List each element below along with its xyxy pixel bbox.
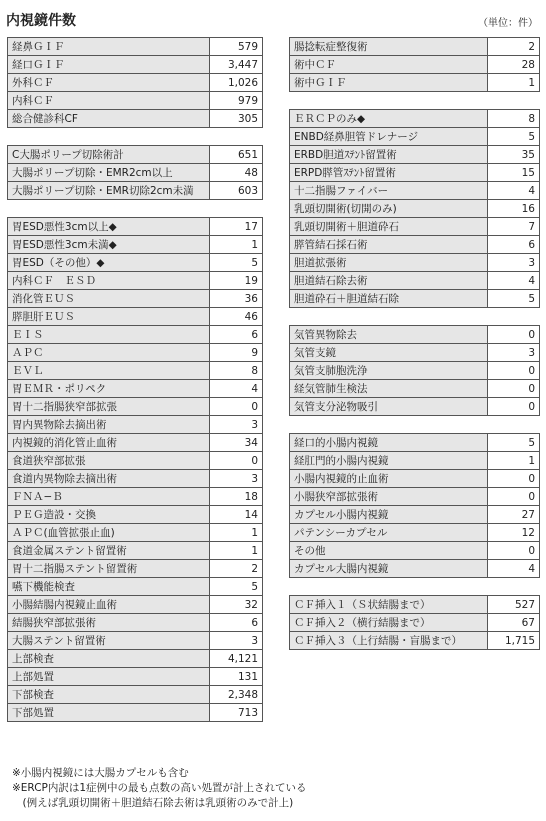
procedure-label: 胃内異物除去摘出術 <box>8 416 210 434</box>
procedure-count: 32 <box>210 596 263 614</box>
table-row <box>8 686 263 704</box>
procedure-count: 1 <box>488 452 540 470</box>
table-row <box>8 506 263 524</box>
table-row <box>8 524 263 542</box>
procedure-count: 6 <box>210 614 263 632</box>
procedure-count: 0 <box>488 470 540 488</box>
table-row <box>8 362 263 380</box>
procedure-label: ＣＦ挿入１（Ｓ状結腸まで） <box>290 596 488 614</box>
procedure-count: 4 <box>488 272 540 290</box>
procedure-count: 2,348 <box>210 686 263 704</box>
procedure-count: 4 <box>488 182 540 200</box>
table-row <box>8 326 263 344</box>
procedure-label: 消化管ＥＵＳ <box>8 290 210 308</box>
procedure-label: 小腸結腸内視鏡止血術 <box>8 596 210 614</box>
procedure-label: 術中ＧＩＦ <box>290 74 488 92</box>
table-row <box>8 290 263 308</box>
procedure-count: 0 <box>488 488 540 506</box>
table-row <box>290 488 540 506</box>
procedure-label: 膵胆肝ＥＵＳ <box>8 308 210 326</box>
table-row <box>290 146 540 164</box>
spacer-row <box>290 578 540 596</box>
procedure-count: 67 <box>488 614 540 632</box>
procedure-label: ＣＦ挿入３（上行結腸・盲腸まで） <box>290 632 488 650</box>
procedure-count: 0 <box>488 380 540 398</box>
procedure-label: 膵管結石採石術 <box>290 236 488 254</box>
procedure-count: 979 <box>210 92 263 110</box>
procedure-count: 36 <box>210 290 263 308</box>
procedure-count: 1 <box>210 542 263 560</box>
table-row <box>8 560 263 578</box>
table-row <box>8 272 263 290</box>
procedure-count: 603 <box>210 182 263 200</box>
table-row <box>290 470 540 488</box>
procedure-label: 術中ＣＦ <box>290 56 488 74</box>
procedure-label: 結腸狭窄部拡張術 <box>8 614 210 632</box>
right-table <box>289 37 540 650</box>
procedure-label: 胃ESD（その他）◆ <box>8 254 210 272</box>
footnote: ※小腸内視鏡には大腸カプセルも含む <box>12 767 189 779</box>
spacer-cell <box>8 200 263 218</box>
table-row <box>8 164 263 182</box>
table-row <box>8 146 263 164</box>
table-row <box>290 236 540 254</box>
procedure-count: 0 <box>488 362 540 380</box>
procedure-label: 食道金属ステント留置術 <box>8 542 210 560</box>
table-row <box>290 182 540 200</box>
table-row <box>8 218 263 236</box>
table-row <box>8 632 263 650</box>
table-row <box>8 92 263 110</box>
table-row <box>8 434 263 452</box>
procedure-count: 48 <box>210 164 263 182</box>
page-title: 内視鏡件数 <box>6 13 76 29</box>
procedure-label: ERPD膵管ｽﾃﾝﾄ留置術 <box>290 164 488 182</box>
table-row <box>290 362 540 380</box>
table-row <box>8 182 263 200</box>
procedure-label: 経口的小腸内視鏡 <box>290 434 488 452</box>
procedure-count: 14 <box>210 506 263 524</box>
procedure-label: 大腸ポリープ切除・EMR切除2cm未満 <box>8 182 210 200</box>
procedure-count: 2 <box>488 38 540 56</box>
procedure-label: 上部検査 <box>8 650 210 668</box>
table-row <box>290 398 540 416</box>
table-row <box>290 200 540 218</box>
procedure-label: 大腸ポリープ切除・EMR2cm以上 <box>8 164 210 182</box>
procedure-count: 4,121 <box>210 650 263 668</box>
procedure-count: 18 <box>210 488 263 506</box>
procedure-label: 下部処置 <box>8 704 210 722</box>
table-row <box>8 110 263 128</box>
procedure-count: 28 <box>488 56 540 74</box>
procedure-count: 713 <box>210 704 263 722</box>
table-row <box>290 596 540 614</box>
table-row <box>290 218 540 236</box>
procedure-label: 小腸狭窄部拡張術 <box>290 488 488 506</box>
left-table <box>7 37 263 722</box>
procedure-label: 経口ＧＩＦ <box>8 56 210 74</box>
procedure-count: 5 <box>210 254 263 272</box>
procedure-label: 小腸内視鏡的止血術 <box>290 470 488 488</box>
table-row <box>8 236 263 254</box>
procedure-count: 5 <box>488 434 540 452</box>
table-row <box>8 308 263 326</box>
procedure-count: 9 <box>210 344 263 362</box>
procedure-count: 527 <box>488 596 540 614</box>
footnotes <box>12 766 307 811</box>
procedure-count: 0 <box>210 452 263 470</box>
procedure-label: 胃ESD悪性3cm未満◆ <box>8 236 210 254</box>
procedure-label: その他 <box>290 542 488 560</box>
procedure-label: 気管支分泌物吸引 <box>290 398 488 416</box>
procedure-label: 胃ＥＭＲ・ポリペク <box>8 380 210 398</box>
procedure-count: 3 <box>210 632 263 650</box>
procedure-count: 5 <box>210 578 263 596</box>
procedure-count: 19 <box>210 272 263 290</box>
spacer-row <box>8 128 263 146</box>
procedure-count: 4 <box>210 380 263 398</box>
table-row <box>290 74 540 92</box>
procedure-label: ENBD経鼻胆管ドレナージ <box>290 128 488 146</box>
spacer-cell <box>8 128 263 146</box>
procedure-count: 1,715 <box>488 632 540 650</box>
procedure-count: 12 <box>488 524 540 542</box>
procedure-label: 食道狭窄部拡張 <box>8 452 210 470</box>
procedure-label: 胃十二指腸ステント留置術 <box>8 560 210 578</box>
spacer-cell <box>290 578 540 596</box>
table-row <box>8 578 263 596</box>
procedure-count: 1 <box>210 524 263 542</box>
table-row <box>290 254 540 272</box>
table-row <box>290 542 540 560</box>
table-row <box>290 632 540 650</box>
spacer-cell <box>290 416 540 434</box>
table-row <box>290 38 540 56</box>
procedure-count: 6 <box>210 326 263 344</box>
procedure-count: 5 <box>488 290 540 308</box>
procedure-count: 0 <box>488 326 540 344</box>
table-row <box>290 290 540 308</box>
procedure-label: カプセル小腸内視鏡 <box>290 506 488 524</box>
procedure-label: 胆道拡張術 <box>290 254 488 272</box>
table-row <box>8 380 263 398</box>
table-row <box>8 650 263 668</box>
procedure-count: 579 <box>210 38 263 56</box>
procedure-label: 内科ＣＦ ＥＳＤ <box>8 272 210 290</box>
table-row <box>8 38 263 56</box>
procedure-count: 2 <box>210 560 263 578</box>
procedure-label: ERBD胆道ｽﾃﾝﾄ留置術 <box>290 146 488 164</box>
procedure-count: 4 <box>488 560 540 578</box>
procedure-label: 経鼻ＧＩＦ <box>8 38 210 56</box>
table-row <box>290 128 540 146</box>
procedure-label: 乳頭切開術＋胆道砕石 <box>290 218 488 236</box>
table-row <box>8 344 263 362</box>
procedure-label: 胆道結石除去術 <box>290 272 488 290</box>
table-row <box>8 614 263 632</box>
procedure-label: 大腸ステント留置術 <box>8 632 210 650</box>
table-row <box>8 254 263 272</box>
table-row <box>290 344 540 362</box>
table-row <box>8 452 263 470</box>
table-row <box>8 542 263 560</box>
procedure-label: 嚥下機能検査 <box>8 578 210 596</box>
procedure-label: パテンシーカプセル <box>290 524 488 542</box>
table-row <box>290 560 540 578</box>
procedure-label: ＥＶＬ <box>8 362 210 380</box>
table-row <box>290 506 540 524</box>
procedure-count: 3 <box>488 254 540 272</box>
procedure-label: 下部検査 <box>8 686 210 704</box>
table-row <box>290 110 540 128</box>
procedure-count: 0 <box>488 542 540 560</box>
procedure-label: ＥＲＣＰのみ◆ <box>290 110 488 128</box>
procedure-label: ＣＦ挿入２（横行結腸まで） <box>290 614 488 632</box>
procedure-label: 十二指腸ファイバー <box>290 182 488 200</box>
procedure-count: 34 <box>210 434 263 452</box>
table-row <box>8 596 263 614</box>
spacer-cell <box>290 92 540 110</box>
procedure-count: 6 <box>488 236 540 254</box>
footnote: (例えば乳頭切開術＋胆道結石除去術は乳頭術のみで計上) <box>12 797 294 809</box>
procedure-label: 総合健診科CF <box>8 110 210 128</box>
procedure-count: 0 <box>210 398 263 416</box>
table-row <box>290 434 540 452</box>
footnote: ※ERCP内訳は1症例中の最も点数の高い処置が計上されている <box>12 782 307 794</box>
table-row <box>8 416 263 434</box>
procedure-label: カプセル大腸内視鏡 <box>290 560 488 578</box>
procedure-count: 1 <box>488 74 540 92</box>
procedure-count: 0 <box>488 398 540 416</box>
table-row <box>290 614 540 632</box>
table-row <box>8 74 263 92</box>
procedure-label: ＥＩＳ <box>8 326 210 344</box>
table-row <box>8 704 263 722</box>
procedure-label: 腸捻転症整復術 <box>290 38 488 56</box>
table-row <box>8 398 263 416</box>
table-row <box>8 668 263 686</box>
procedure-count: 5 <box>488 128 540 146</box>
unit-label: （単位：件） <box>478 18 538 29</box>
table-row <box>8 56 263 74</box>
procedure-count: 17 <box>210 218 263 236</box>
procedure-label: ＡＰＣ(血管拡張止血) <box>8 524 210 542</box>
procedure-label: 胃十二指腸狭窄部拡張 <box>8 398 210 416</box>
procedure-label: 外科ＣＦ <box>8 74 210 92</box>
spacer-row <box>290 92 540 110</box>
table-row <box>8 488 263 506</box>
procedure-count: 1,026 <box>210 74 263 92</box>
procedure-label: 経気管肺生検法 <box>290 380 488 398</box>
spacer-row <box>8 200 263 218</box>
table-row <box>290 524 540 542</box>
procedure-count: 15 <box>488 164 540 182</box>
procedure-count: 3 <box>210 416 263 434</box>
procedure-label: 気管異物除去 <box>290 326 488 344</box>
procedure-count: 305 <box>210 110 263 128</box>
table-row <box>290 452 540 470</box>
procedure-label: 上部処置 <box>8 668 210 686</box>
procedure-count: 8 <box>488 110 540 128</box>
table-row <box>290 164 540 182</box>
procedure-label: ＦＮＡ−Ｂ <box>8 488 210 506</box>
procedure-count: 7 <box>488 218 540 236</box>
spacer-cell <box>290 308 540 326</box>
procedure-count: 3 <box>488 344 540 362</box>
procedure-label: ＰＥＧ造設・交換 <box>8 506 210 524</box>
procedure-count: 8 <box>210 362 263 380</box>
procedure-count: 131 <box>210 668 263 686</box>
procedure-label: 乳頭切開術(切開のみ) <box>290 200 488 218</box>
procedure-count: 35 <box>488 146 540 164</box>
table-row <box>8 470 263 488</box>
procedure-label: 胆道砕石＋胆道結石除 <box>290 290 488 308</box>
spacer-row <box>290 416 540 434</box>
procedure-label: 胃ESD悪性3cm以上◆ <box>8 218 210 236</box>
procedure-count: 16 <box>488 200 540 218</box>
procedure-label: 内視鏡的消化管止血術 <box>8 434 210 452</box>
table-row <box>290 272 540 290</box>
procedure-label: 経肛門的小腸内視鏡 <box>290 452 488 470</box>
procedure-label: C大腸ポリープ切除術計 <box>8 146 210 164</box>
table-row <box>290 56 540 74</box>
spacer-row <box>290 308 540 326</box>
table-row <box>290 380 540 398</box>
procedure-count: 27 <box>488 506 540 524</box>
procedure-label: 食道内異物除去摘出術 <box>8 470 210 488</box>
procedure-count: 3,447 <box>210 56 263 74</box>
procedure-label: 内科ＣＦ <box>8 92 210 110</box>
procedure-count: 46 <box>210 308 263 326</box>
procedure-label: ＡＰＣ <box>8 344 210 362</box>
procedure-count: 1 <box>210 236 263 254</box>
procedure-label: 気管支肺胞洗浄 <box>290 362 488 380</box>
procedure-label: 気管支鏡 <box>290 344 488 362</box>
table-row <box>290 326 540 344</box>
procedure-count: 3 <box>210 470 263 488</box>
procedure-count: 651 <box>210 146 263 164</box>
